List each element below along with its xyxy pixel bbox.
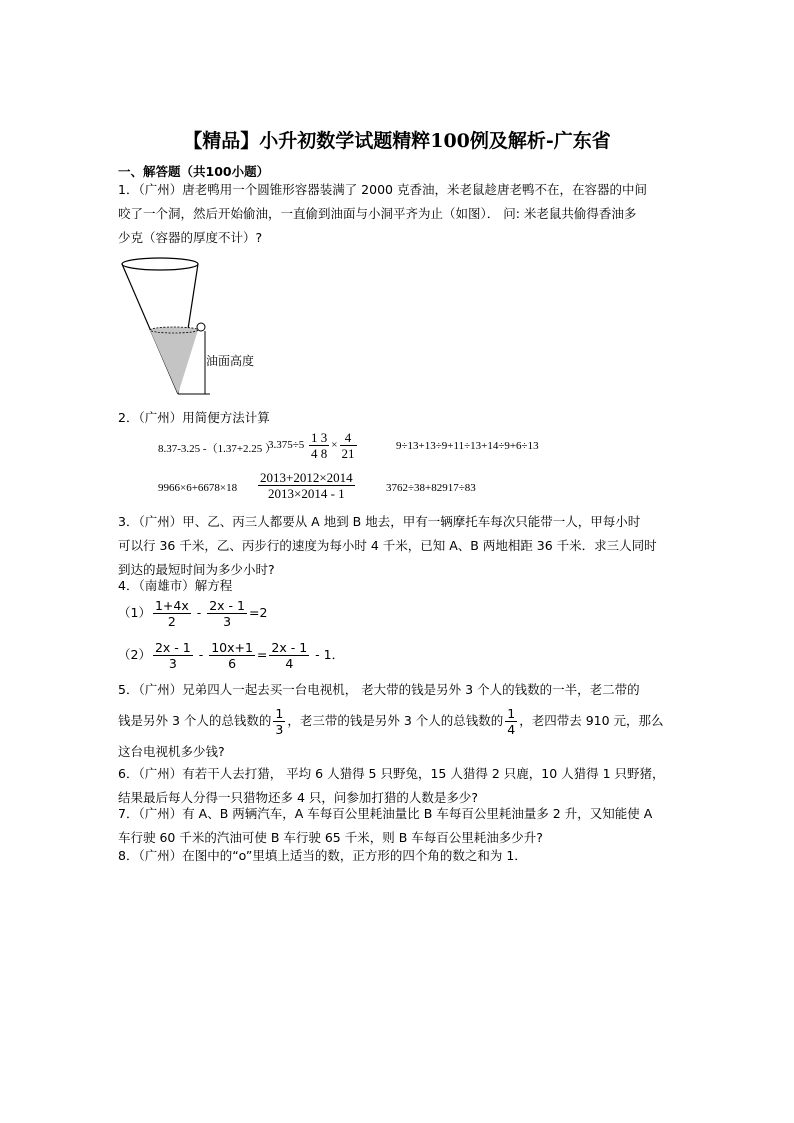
question-5-line-2-part-b: ，老三带的钱是另外 3 个人的总钱数的 — [287, 713, 504, 728]
equation-1-fraction-2-denominator: 3 — [223, 614, 232, 629]
question-5-fraction-2 — [505, 706, 517, 737]
question-3-line-1: 3．（广州）甲、乙、丙三人都要从 A 地到 B 地去，甲有一辆摩托车每次只能带一人，甲每小时 — [118, 514, 641, 529]
equation-2-fraction-2-denominator: 6 — [228, 656, 237, 671]
equation-1-label: （1） — [118, 605, 151, 620]
equation-1-rhs: =2 — [248, 605, 268, 620]
question-5-fraction-1 — [273, 706, 285, 737]
question-5-fraction-1-numerator: 1 — [275, 706, 284, 721]
question-4-heading-text: 4．（南雄市）解方程 — [118, 578, 233, 593]
oil-surface — [150, 327, 198, 333]
question-5-line-2 — [118, 706, 683, 737]
equation-2-equals: = — [256, 647, 268, 662]
question-8-line-1: 8．（广州）在图中的“o”里填上适当的数，正方形的四个角的数之和为 1． — [118, 848, 527, 863]
equation-2-minus: - — [194, 647, 208, 662]
equation-2-fraction-1 — [153, 640, 193, 671]
question-5-line-3 — [118, 740, 683, 764]
equation-1-minus: - — [192, 605, 206, 620]
question-6-line-2: 结果最后每人分得一只猎物还多 4 只，问参加打猎的人数是多少? — [118, 790, 479, 805]
calc-4: 9966×6+6678×18 — [158, 482, 238, 494]
calc-2-prefix: 3.375÷5 — [268, 439, 305, 452]
question-5-fraction-2-denominator: 4 — [507, 722, 516, 737]
calc-5-numerator: 2013+2012×2014 — [260, 470, 353, 485]
equation-1-fraction-1 — [153, 598, 191, 629]
question-2-heading — [118, 406, 683, 430]
calc-1: 8.37-3.25 -（1.37+2.25 ） — [158, 443, 277, 455]
question-2-heading-text: 2．（广州）用简便方法计算 — [118, 410, 270, 425]
equation-2-fraction-1-numerator: 2x - 1 — [154, 640, 191, 655]
question-5-line-2-part-c: ，老四带去 910 元，那么 — [519, 713, 664, 728]
question-1-line-3: 少克（容器的厚度不计）? — [118, 230, 263, 245]
equation-2-fraction-1-denominator: 3 — [168, 656, 177, 671]
calc-2-fraction-1-denominator: 4 8 — [311, 446, 328, 461]
figure-label-oil-height: 油面高度 — [206, 354, 255, 368]
calc-2-fraction-1-numerator: 1 3 — [311, 430, 328, 445]
question-5-line-1: 5．（广州）兄弟四人一起去买一台电视机， 老大带的钱是另外 3 个人的钱数的一半，老二带的 — [118, 682, 640, 697]
equation-1-fraction-2 — [207, 598, 247, 629]
equation-1 — [118, 598, 683, 629]
question-4-heading — [118, 574, 683, 598]
calc-2-times: × — [331, 439, 338, 452]
question-3 — [118, 510, 683, 582]
calc-6: 3762÷38+82917÷83 — [386, 482, 476, 494]
question-5 — [118, 678, 683, 702]
cone-rim — [122, 258, 198, 270]
question-5-fraction-2-numerator: 1 — [507, 706, 516, 721]
calc-5-fraction — [258, 470, 355, 501]
question-7-line-2: 车行驶 60 千米的汽油可使 B 车行驶 65 千米，则 B 车每百公里耗油多少升? — [118, 830, 543, 845]
equation-2-tail: - 1． — [311, 647, 345, 662]
question-1 — [118, 178, 683, 250]
question-1-line-2: 咬了一个洞，然后开始偷油，一直偷到油面与小洞平齐为止（如图）． 问: 米老鼠共偷得香油多 — [118, 206, 637, 221]
question-5-line-3-text: 这台电视机多少钱? — [118, 744, 225, 759]
equation-2-fraction-3-numerator: 2x - 1 — [271, 640, 308, 655]
equation-1-fraction-1-numerator: 1+4x — [154, 598, 189, 613]
calc-5-denominator: 2013×2014 - 1 — [268, 486, 345, 501]
calc-2-fraction-1 — [309, 430, 329, 461]
calc-2 — [268, 430, 359, 461]
question-8 — [118, 844, 683, 868]
equation-2-fraction-3-denominator: 4 — [285, 656, 294, 671]
calc-2-fraction-2-numerator: 4 — [340, 430, 357, 446]
equation-2-fraction-2-numerator: 10x+1 — [211, 640, 253, 655]
document-title: 【精品】小升初数学试题精粹100例及解析-广东省 — [183, 130, 611, 152]
question-5-fraction-1-denominator: 3 — [275, 722, 284, 737]
calc-2-fraction-2 — [340, 430, 357, 461]
equation-2-fraction-2 — [209, 640, 255, 671]
calc-5 — [256, 470, 357, 501]
question-3-line-2: 可以行 36 千米，乙、丙步行的速度为每小时 4 千米，已知 A、B 两地相距 36 千米．求三人同时 — [118, 538, 657, 553]
question-6-line-1: 6．（广州）有若干人去打猎， 平均 6 人猎得 5 只野兔，15 人猎得 2 只鹿，10 人猎得 1 只野猪， — [118, 766, 665, 781]
equation-2 — [118, 640, 683, 671]
question-1-line-1: 1．（广州）唐老鸭用一个圆锥形容器装满了 2000 克香油，米老鼠趁唐老鸭不在，在容器的中间 — [118, 182, 647, 197]
oil-fill — [150, 330, 198, 394]
calc-2-fraction-2-denominator: 21 — [341, 446, 355, 461]
question-3-line-3: 到达的最短时间为多少小时? — [118, 562, 275, 577]
question-7-line-1: 7．（广州）有 A、B 两辆汽车，A 车每百公里耗油量比 B 车每百公里耗油量多 2 升，又知能使 A — [118, 806, 653, 821]
equation-1-fraction-1-denominator: 2 — [167, 614, 176, 629]
section-heading: 一、解答题（共100小题） — [118, 164, 270, 179]
cone-container-figure — [118, 254, 218, 404]
calc-3: 9÷13+13÷9+11÷13+14÷9+6÷13 — [396, 440, 539, 452]
question-7 — [118, 802, 683, 850]
equation-2-label: （2） — [118, 647, 151, 662]
equation-2-fraction-3 — [269, 640, 309, 671]
question-5-line-2-part-a: 钱是另外 3 个人的总钱数的 — [118, 713, 272, 728]
leak-hole — [197, 323, 205, 331]
equation-1-fraction-2-numerator: 2x - 1 — [209, 598, 245, 613]
